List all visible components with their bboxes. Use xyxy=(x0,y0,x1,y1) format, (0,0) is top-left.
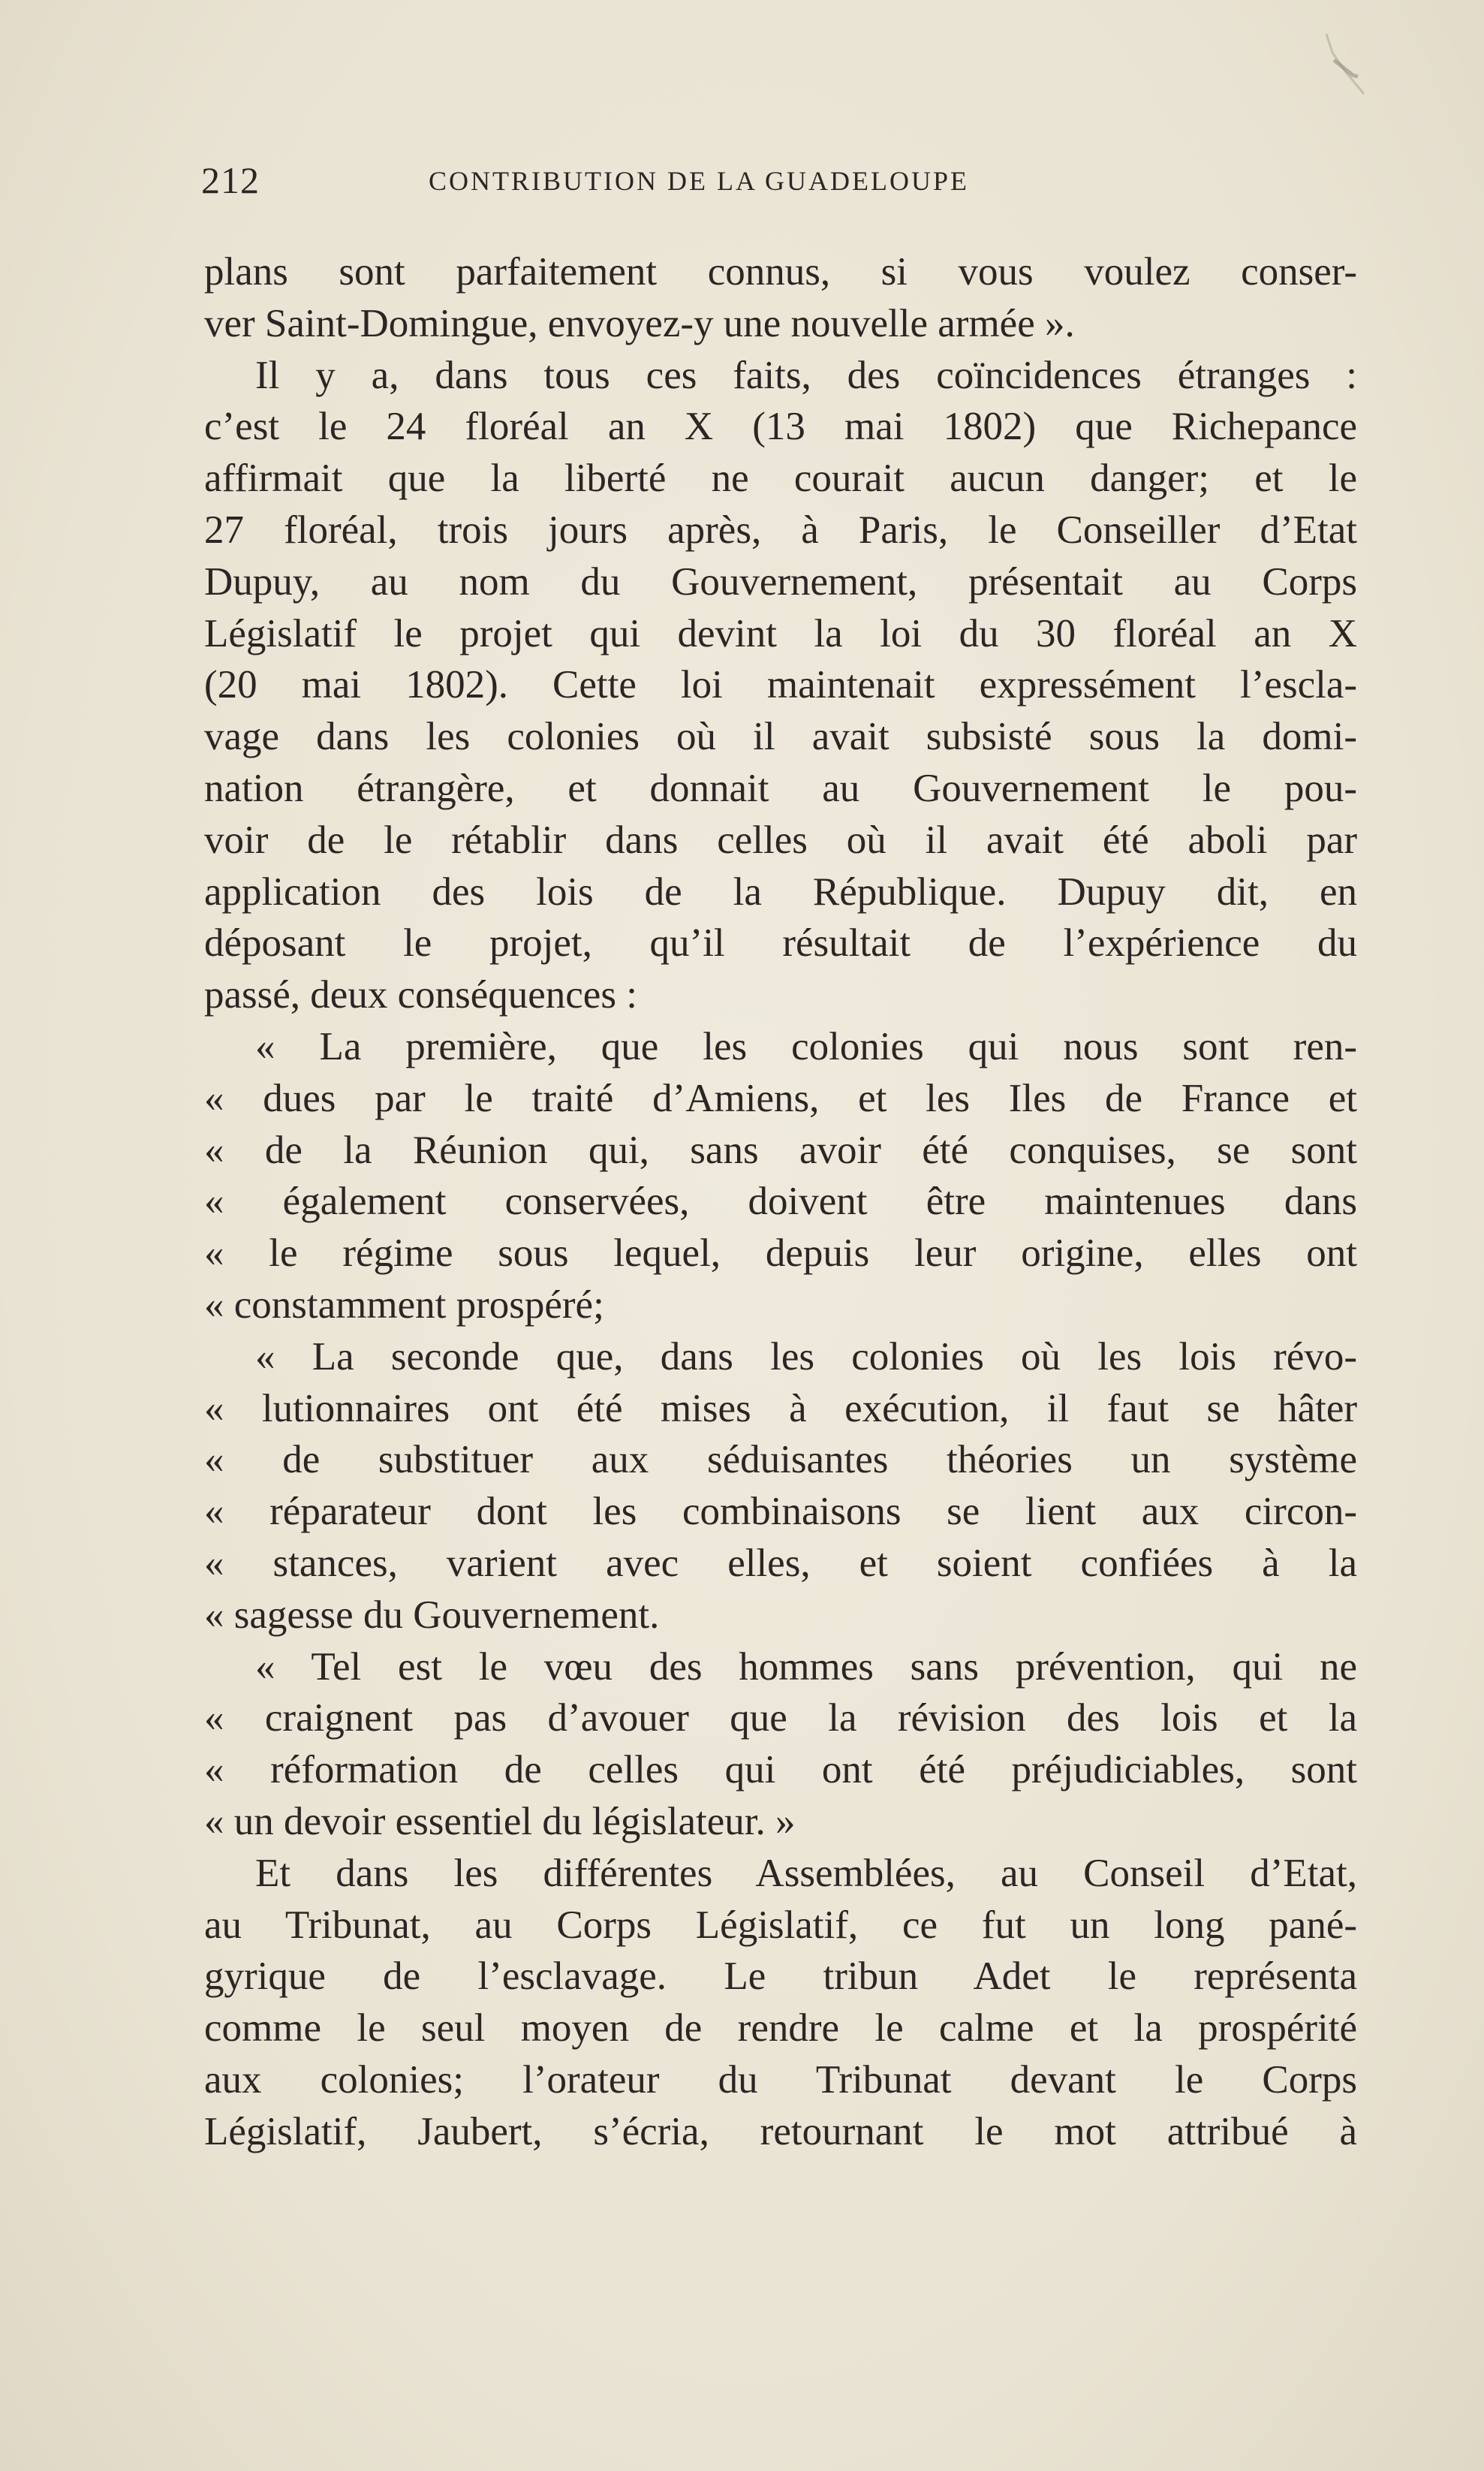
quote-line: « La première, que les colonies qui nous sont ren- xyxy=(255,1024,1357,1068)
text-line: Législatif, Jaubert, s’écria, retournant le mot attribué à xyxy=(204,2109,1357,2153)
text-line: plans sont parfaitement connus, si vous voulez conser- xyxy=(204,250,1357,294)
quote-line: « craignent pas d’avouer que la révision des lois et la xyxy=(204,1696,1357,1740)
text-line: ver Saint-Domingue, envoyez-y une nouvelle armée ». xyxy=(204,301,1075,345)
text-line: comme le seul moyen de rendre le calme et la prospérité xyxy=(204,2006,1357,2051)
text-line: Dupuy, au nom du Gouvernement, présentait au Corps xyxy=(204,559,1357,604)
body-text xyxy=(204,246,1357,2157)
text-line: déposant le projet, qu’il résultait de l’expérience du xyxy=(204,921,1357,966)
quote-line: « de la Réunion qui, sans avoir été conquises, se sont xyxy=(204,1128,1357,1172)
quote-line: « dues par le traité d’Amiens, et les Iles de France et xyxy=(204,1076,1357,1120)
quote-line: « sagesse du Gouvernement. xyxy=(204,1593,660,1637)
quote-line: « également conservées, doivent être maintenues dans xyxy=(204,1180,1357,1224)
paper-blemish xyxy=(1311,30,1371,98)
quote-line: « le régime sous lequel, depuis leur origine, elles ont xyxy=(204,1231,1357,1276)
text-line: Législatif le projet qui devint la loi du 30 floréal an X xyxy=(204,611,1357,655)
text-line: vage dans les colonies où il avait subsisté sous la domi- xyxy=(204,715,1357,759)
quote-line: « stances, varient avec elles, et soient confiées à la xyxy=(204,1541,1357,1585)
text-line: passé, deux conséquences : xyxy=(204,973,637,1017)
quote-line: « de substituer aux séduisantes théories un système xyxy=(204,1438,1357,1482)
running-title: CONTRIBUTION DE LA GUADELOUPE xyxy=(429,166,969,196)
quote-line: « lutionnaires ont été mises à exécution, il faut se hâter xyxy=(204,1386,1357,1430)
text-line: application des lois de la République. Dupuy dit, en xyxy=(204,869,1357,914)
text-line: c’est le 24 floréal an X (13 mai 1802) que Richepance xyxy=(204,405,1357,449)
text-line: affirmait que la liberté ne courait aucun danger; et le xyxy=(204,457,1357,501)
quote-line: « Tel est le vœu des hommes sans prévention, qui ne xyxy=(255,1644,1357,1689)
page-number: 212 xyxy=(201,159,260,201)
text-line: 27 floréal, trois jours après, à Paris, le Conseiller d’Etat xyxy=(204,508,1357,552)
text-line: gyrique de l’esclavage. Le tribun Adet le représenta xyxy=(204,1954,1357,1999)
quote-line: « réparateur dont les combinaisons se lient aux circon- xyxy=(204,1490,1357,1534)
text-line: au Tribunat, au Corps Législatif, ce fut un long pané- xyxy=(204,1903,1357,1947)
text-line: Il y a, dans tous ces faits, des coïncidences étranges : xyxy=(255,353,1357,397)
text-line: voir de le rétablir dans celles où il avait été aboli par xyxy=(204,818,1357,862)
text-line: nation étrangère, et donnait au Gouvernement le pou- xyxy=(204,766,1357,810)
page-header xyxy=(201,154,1357,206)
text-line: (20 mai 1802). Cette loi maintenait expressément l’escla- xyxy=(204,663,1357,707)
quote-line: « un devoir essentiel du législateur. » xyxy=(204,1799,796,1843)
text-line: Et dans les différentes Assemblées, au Conseil d’Etat, xyxy=(255,1851,1357,1895)
quote-line: « constamment prospéré; xyxy=(204,1282,604,1327)
quote-line: « La seconde que, dans les colonies où les lois révo- xyxy=(255,1334,1357,1379)
text-line: aux colonies; l’orateur du Tribunat devant le Corps xyxy=(204,2057,1357,2102)
quote-line: « réformation de celles qui ont été préjudiciables, sont xyxy=(204,1748,1357,1792)
